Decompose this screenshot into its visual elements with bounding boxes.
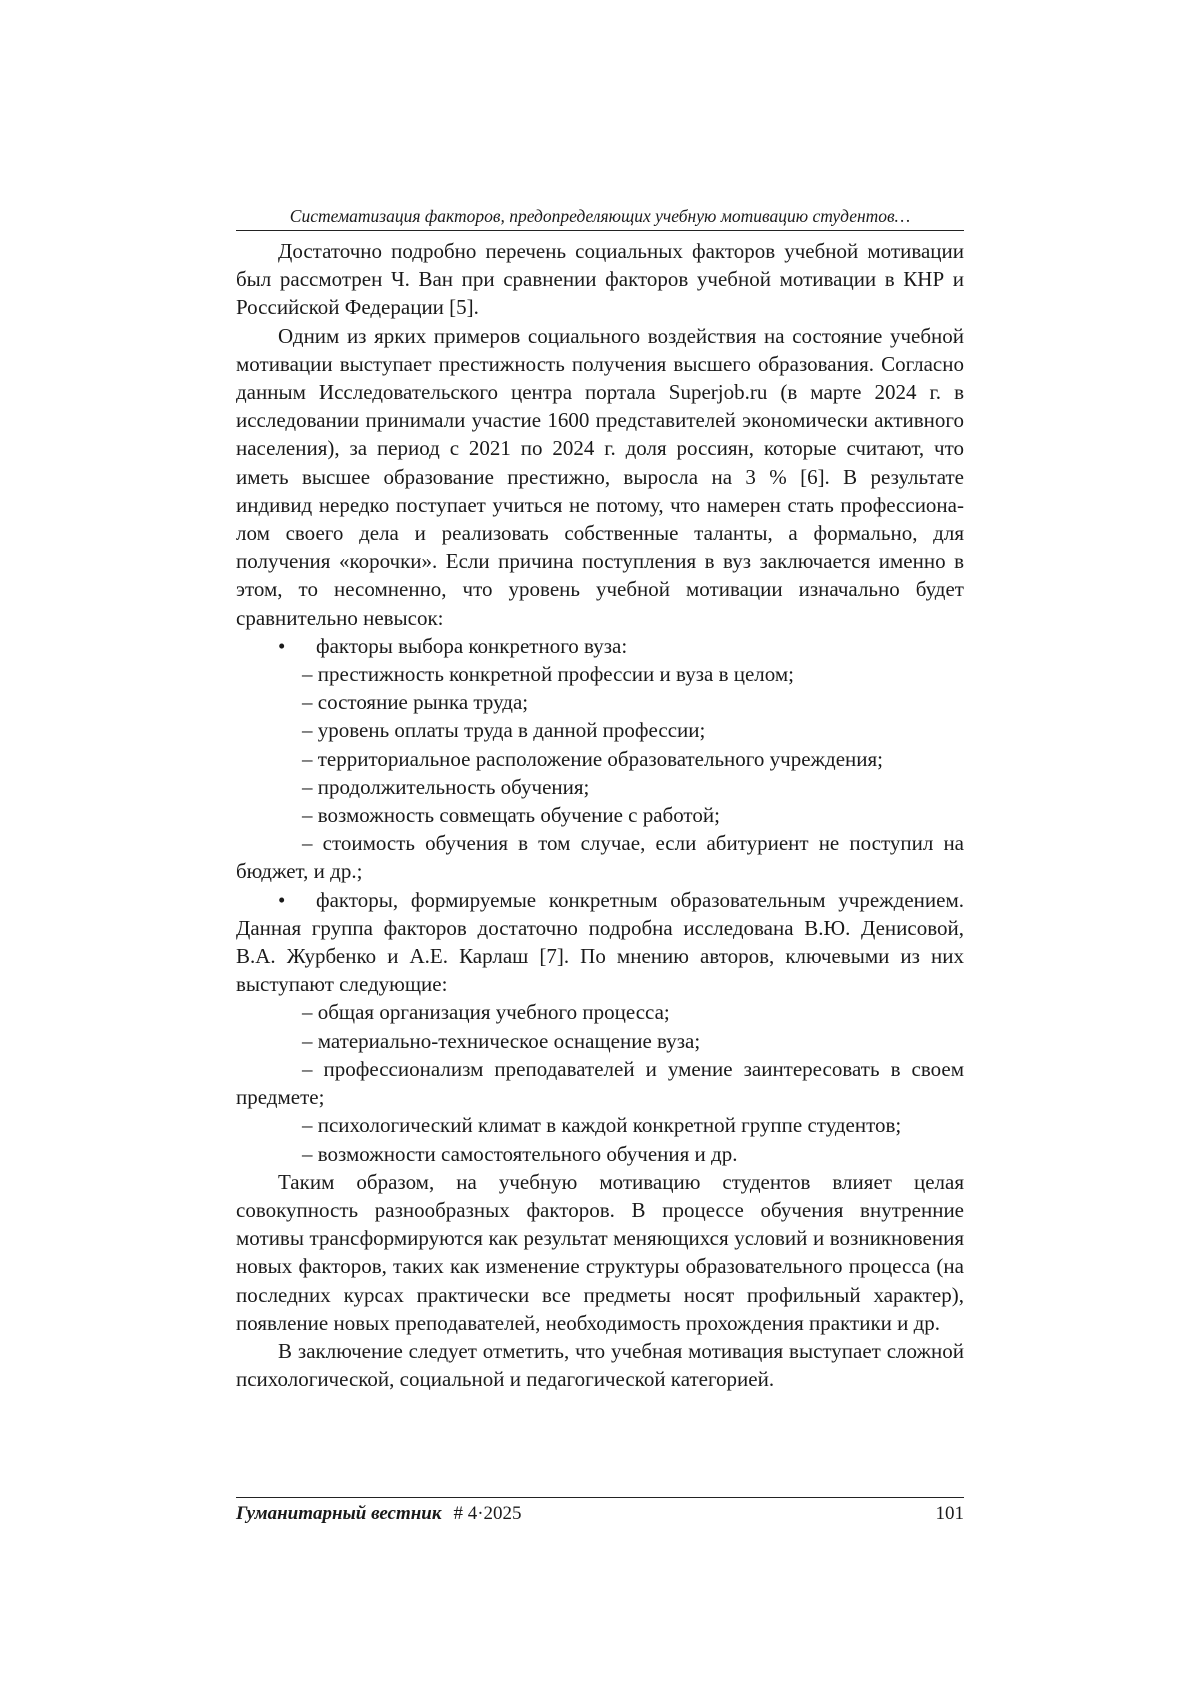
issue-number: # 4·2025 xyxy=(453,1503,522,1524)
list-item: – состояние рынка труда; xyxy=(302,690,529,715)
list-item: – общая организация учебного процесса; xyxy=(302,1000,670,1025)
paragraph-4: В заключение следует отметить, что учебная мотивация выступает сложной психологической, социальной и педагогической категорией. xyxy=(236,1338,964,1392)
running-title: Систематизация факторов, предопределяющих учебную мотивацию студентов… xyxy=(236,205,964,231)
list-item: – престижность конкретной профессии и вуза в целом; xyxy=(302,662,795,687)
bullet-text: факторы, формируемые конкретным образовательным учреждением. Данная группа факторов достаточно подробна исследована В.Ю. Денисовой, В.А. Журбенко и А.Е. Карлаш [7]. По мнению авторов, ключевыми из них выступают следующие: xyxy=(236,887,964,997)
list-item: – возможность совмещать обучение с работой; xyxy=(302,803,720,828)
journal-title: Гуманитарный вестник xyxy=(236,1503,442,1524)
page-number: 101 xyxy=(935,1503,964,1524)
paragraph-1: Достаточно подробно перечень социальных факторов учебной мотивации был рассмотрен Ч. Ван при сравнении факторов учебной мотивации в КНР и Российской Федерации [5]. xyxy=(236,239,964,320)
list-item: – продолжительность обучения; xyxy=(302,774,590,799)
bullet-text: факторы выбора конкретного вуза: xyxy=(316,633,628,658)
article-body xyxy=(236,237,964,1393)
list-item: – возможности самостоятельного обучения и др. xyxy=(302,1141,738,1166)
page-content xyxy=(236,205,964,1393)
bullet-dot: • xyxy=(278,887,286,912)
list-item: – профессионализм преподавателей и умение заинтересовать в своем предмете; xyxy=(236,1056,964,1110)
list-item: – территориальное расположение образовательного учреждения; xyxy=(302,746,884,771)
list-item: – психологический климат в каждой конкретной группе студентов; xyxy=(302,1113,902,1138)
list-item: – уровень оплаты труда в данной профессии; xyxy=(302,718,706,743)
journal-info xyxy=(236,1502,522,1526)
list-item: – материально-техническое оснащение вуза; xyxy=(302,1028,701,1053)
bullet-dot: • xyxy=(278,633,286,658)
paragraph-2: Одним из ярких примеров социального воздействия на состояние учебной мотивации выступает престижность получения высшего образования. Согласно данным Исследовательского центра портала Superjob.ru (в марте 2024 г. в исследовании принимали участие 1600 представителей экономически активного населения), за период с 2021 по 2024 г. доля россиян, которые считают, что иметь высшее образование престижно, выросла на 3 % [6]. В результате индивид нередко поступает учиться не потому, что намерен стать профессионалом своего дела и реализовать собственные таланты, а формально, для получения «корочки». Если причина поступления в вуз заключается именно в этом, то несомненно, что уровень учебной мотивации изначально будет сравнительно невысок: xyxy=(236,323,964,630)
paragraph-3: Таким образом, на учебную мотивацию студентов влияет целая совокупность разнообразных факторов. В процессе обучения внутренние мотивы трансформируются как результат меняющихся условий и возникновения новых факторов, таких как изменение структуры образовательного процесса (на последних курсах практически все предметы носят профильный характер), появление новых преподавателей, необходимость прохождения практики и др. xyxy=(236,1169,964,1335)
page-footer xyxy=(236,1497,964,1526)
bullet-item-1 xyxy=(236,632,964,660)
list-item: – стоимость обучения в том случае, если абитуриент не поступил на бюджет, и др.; xyxy=(236,831,964,884)
bullet-item-2 xyxy=(236,886,964,999)
